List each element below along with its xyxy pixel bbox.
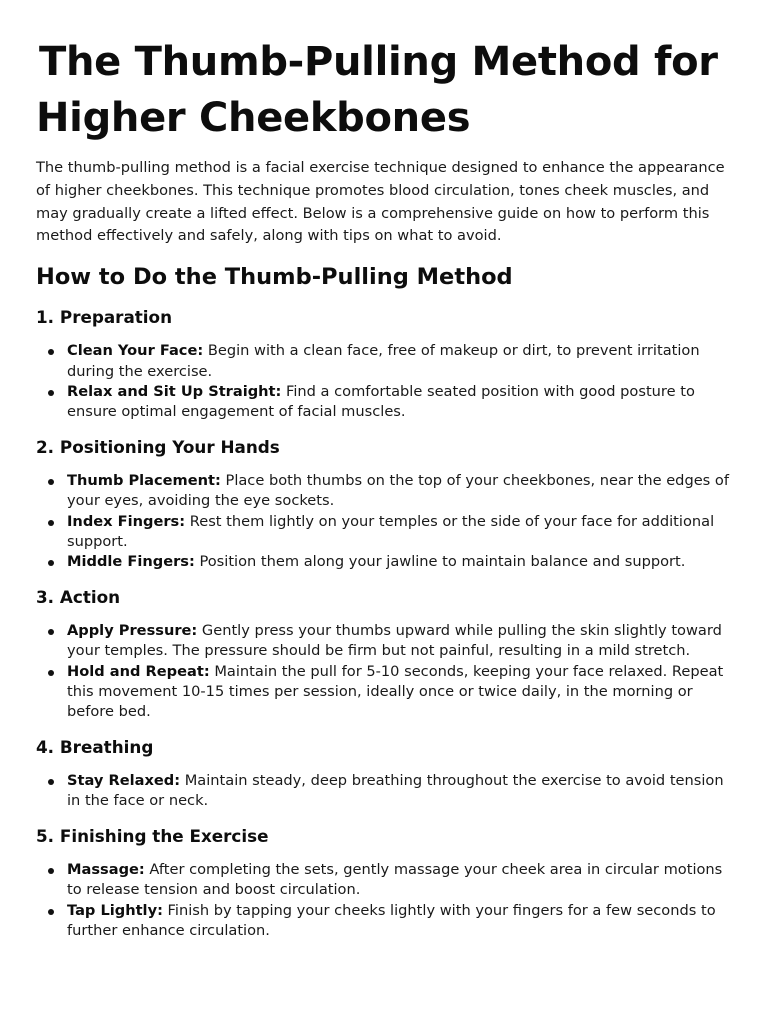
page-title bbox=[36, 0, 736, 146]
list-item bbox=[67, 662, 736, 723]
list-item-text: Maintain the pull for 5-10 seconds, keeping your face relaxed. Repeat this movement 10-15 times per session, ideally once or twice daily, in the morning or before bed. bbox=[67, 662, 724, 721]
bullet-icon bbox=[48, 479, 54, 485]
how-to-heading: How to Do the Thumb-Pulling Method bbox=[36, 264, 513, 291]
list-item-label: Middle Fingers: bbox=[67, 553, 195, 571]
list-item bbox=[67, 860, 736, 901]
section-heading-preparation: 1. Preparation bbox=[36, 307, 173, 328]
section-heading-breathing: 4. Breathing bbox=[36, 736, 154, 757]
document-page bbox=[36, 0, 736, 941]
list-item-text: Find a comfortable seated position with good posture to ensure optimal engagement of facial muscles. bbox=[67, 383, 695, 421]
list-item-text: Rest them lightly on your temples or the side of your face for additional support. bbox=[67, 512, 715, 551]
list-item-text: Gently press your thumbs upward while pulling the skin slightly toward your temples. The pressure should be firm but not painful, resulting in a mild stretch. bbox=[67, 621, 722, 660]
intro-paragraph: The thumb-pulling method is a facial exercise technique designed to enhance the appearance of higher cheekbones. This technique promotes blood circulation, tones cheek muscles, and may gradually create a lifted effect. Below is a comprehensive guide on how to perform this method effectively and safely, along with tips on what to avoid. bbox=[36, 159, 725, 245]
list-item-label: Thumb Placement: bbox=[67, 471, 221, 489]
list-item-label: Stay Relaxed: bbox=[67, 771, 181, 789]
list-item-label: Tap Lightly: bbox=[67, 901, 163, 919]
list-item-text: Begin with a clean face, free of makeup or dirt, to prevent irritation during the exercise. bbox=[67, 342, 700, 380]
list-item-label: Relax and Sit Up Straight: bbox=[67, 383, 282, 400]
list-item-label: Massage: bbox=[67, 860, 145, 878]
list-item bbox=[67, 552, 736, 572]
page-title-line-1: The Thumb-Pulling Method for bbox=[39, 39, 718, 85]
bullet-icon bbox=[48, 560, 54, 566]
list-item bbox=[67, 471, 736, 512]
list-item-text: Finish by tapping your cheeks lightly with your fingers for a few seconds to further enhance circulation. bbox=[67, 901, 716, 939]
list-item bbox=[67, 512, 736, 553]
bullet-icon bbox=[48, 629, 54, 635]
list-item bbox=[67, 341, 736, 382]
list-item-text: Position them along your jawline to maintain balance and support. bbox=[194, 553, 686, 571]
bullet-icon bbox=[48, 520, 54, 526]
list-item bbox=[67, 382, 736, 423]
section-heading-positioning: 2. Positioning Your Hands bbox=[36, 436, 280, 457]
page-title-line-2: Higher Cheekbones bbox=[36, 95, 471, 141]
list-item bbox=[67, 901, 736, 942]
section-heading-action: 3. Action bbox=[36, 586, 121, 607]
list-item bbox=[67, 771, 736, 812]
section-list-preparation bbox=[36, 341, 736, 423]
list-item-label: Hold and Repeat: bbox=[67, 662, 210, 680]
section-heading-finishing: 5. Finishing the Exercise bbox=[36, 825, 269, 846]
bullet-icon bbox=[48, 868, 54, 874]
list-item-label: Apply Pressure: bbox=[67, 621, 198, 639]
section-list-breathing bbox=[36, 771, 736, 812]
section-list-positioning bbox=[36, 471, 736, 573]
list-item-label: Index Fingers: bbox=[67, 512, 186, 530]
list-item-label: Clean Your Face: bbox=[67, 342, 204, 360]
list-item-text: After completing the sets, gently massage your cheek area in circular motions to release tension and boost circulation. bbox=[67, 860, 723, 899]
list-item-text: Place both thumbs on the top of your cheekbones, near the edges of your eyes, avoiding the eye sockets. bbox=[67, 471, 729, 510]
bullet-icon bbox=[48, 390, 54, 396]
bullet-icon bbox=[48, 909, 54, 915]
list-item-text: Maintain steady, deep breathing throughout the exercise to avoid tension in the face or neck. bbox=[67, 771, 724, 810]
bullet-icon bbox=[48, 349, 54, 355]
section-list-action bbox=[36, 621, 736, 723]
bullet-icon bbox=[48, 779, 54, 785]
section-list-finishing bbox=[36, 860, 736, 942]
list-item bbox=[67, 621, 736, 662]
bullet-icon bbox=[48, 670, 54, 676]
